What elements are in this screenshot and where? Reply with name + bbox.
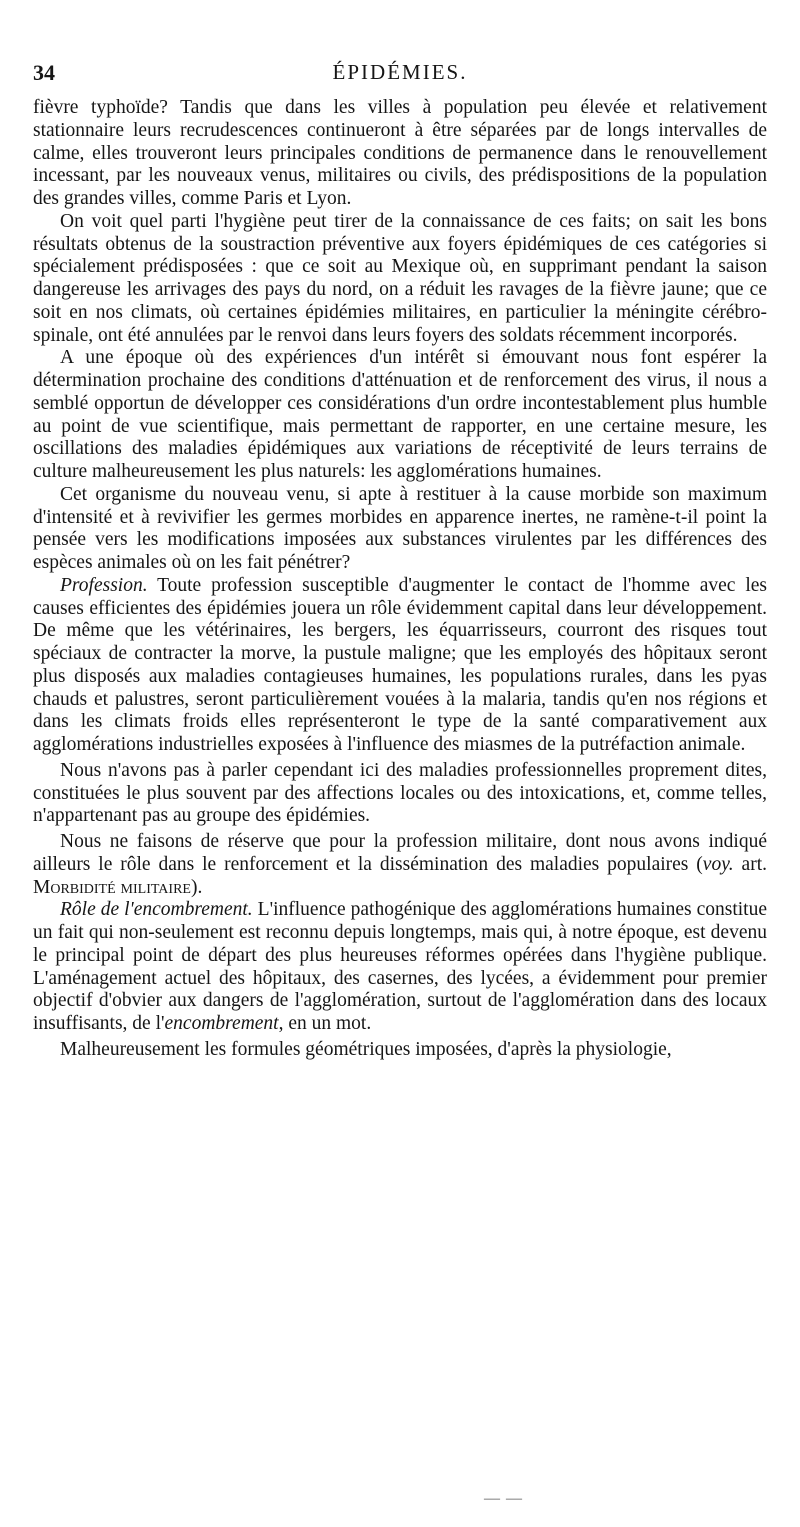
paragraph: A une époque où des expériences d'un intérêt si émouvant nous font espérer la détermination prochaine des conditions d'atténuation et de renforcement des virus, il nous a semblé opportun de développer ces considérations d'un ordre incontestablement plus humble au point de vue scientifique, mais permettant de rapporter, en une certaine mesure, les oscillations des maladies épidémiques aux variations de réceptivité de leurs terrains de culture malheureusement les plus naturels: les agglomérations humaines. (33, 347, 767, 482)
section-lead-profession: Profession. (60, 574, 148, 596)
paragraph: On voit quel parti l'hygiène peut tirer de la connaissance de ces faits; on sait les bons résultats obtenus de la soustraction préventive aux foyers épidémiques de ces catégories si spécialement prédisposées : que ce soit au Mexique où, en supprimant pendant la saison dangereuse les arrivages des pays du nord, on a réduit les ravages de la fièvre jaune; que ce soit en nos climats, où certaines épidémies militaires, en particulier la méningite cérébro-spinale, ont été annulées par le renvoi dans leurs foyers des soldats récemment incorporés. (33, 210, 767, 346)
paragraph-text: Toute profession susceptible d'augmenter le contact de l'homme avec les causes efficientes des épidémies jouera un rôle évidemment capital dans leur développement. De même que les vétérinaires, les bergers, les équarrisseurs, courront des risques tout spéciaux de contracter la morve, la pustule maligne; que les employés des hôpitaux seront plus disposés aux maladies contagieuses humaines, les populations rurales, dans les pyas chauds et palustres, seront particulièrement vouées à la malaria, tandis qu'en nos régions et dans les climats froids elles représenteront le type de la santé comparativement aux agglomérations industrielles exposées à l'influence des miasmes de la putréfaction animale. (33, 574, 767, 755)
paragraph-profession (33, 575, 767, 757)
cross-reference: Morbidité militaire (33, 876, 191, 898)
art-abbrev: art. (733, 853, 767, 875)
paragraph-close: , en un mot. (278, 1013, 372, 1034)
section-lead-encombrement: Rôle de l'encombrement. (60, 899, 253, 921)
reference-close: ). (190, 876, 203, 898)
paragraph: Nous n'avons pas à parler cependant ici des maladies professionnelles proprement dites, constituées le plus souvent par des affections locales ou des intoxications, et, comme telles, n'appartenant pas au groupe des épidémies. (33, 759, 767, 827)
italic-term: encombrement (164, 1013, 279, 1034)
paragraph-encombrement (33, 899, 767, 1036)
paragraph: fièvre typhoïde? Tandis que dans les villes à population peu élevée et relativement stationnaire leurs recrudescences continueront à être séparées par de longs intervalles de calme, elles trouveront leurs principales conditions de permanence dans le renouvellement incessant, par les nouveaux venus, militaires ou civils, des prédispositions de la population des grandes villes, comme Paris et Lyon. (33, 97, 767, 209)
footer-mark: — — (484, 1490, 523, 1507)
paragraph-text: Nous ne faisons de réserve que pour la profession militaire, dont nous avons indiqué ailleurs le rôle dans le renforcement et la dissémination des maladies populaires ( (33, 831, 767, 875)
paragraph-militaire (33, 831, 767, 899)
voy-abbrev: voy. (702, 853, 734, 875)
running-title: ÉPIDÉMIES. (332, 60, 468, 84)
paragraph-text: L'influence pathogénique des agglomérations humaines constitue un fait qui non-seulement est reconnu depuis longtemps, mais qui, à notre époque, est devenu le principal point de départ des plus heureuses réformes opérées dans l'hygiène publique. L'aménagement actuel des hôpitaux, des casernes, des lycées, a évidemment pour premier objectif d'obvier aux dangers de l'agglomération, surtout de l'agglomération dans des locaux insuffisants, de l' (33, 899, 768, 1034)
paragraph: Malheureusement les formules géométriques imposées, d'après la physiologie, (60, 1038, 672, 1060)
page-number: 34 (33, 60, 55, 85)
paragraph: Cet organisme du nouveau venu, si apte à restituer à la cause morbide son maximum d'intensité et à revivifier les germes morbides en apparence inertes, ne ramène-t-il point la pensée vers les modifications imposées aux substances virulentes par les différences des espèces animales où on les fait pénétrer? (33, 483, 767, 573)
page-header (33, 60, 767, 88)
body-text (33, 97, 767, 1062)
